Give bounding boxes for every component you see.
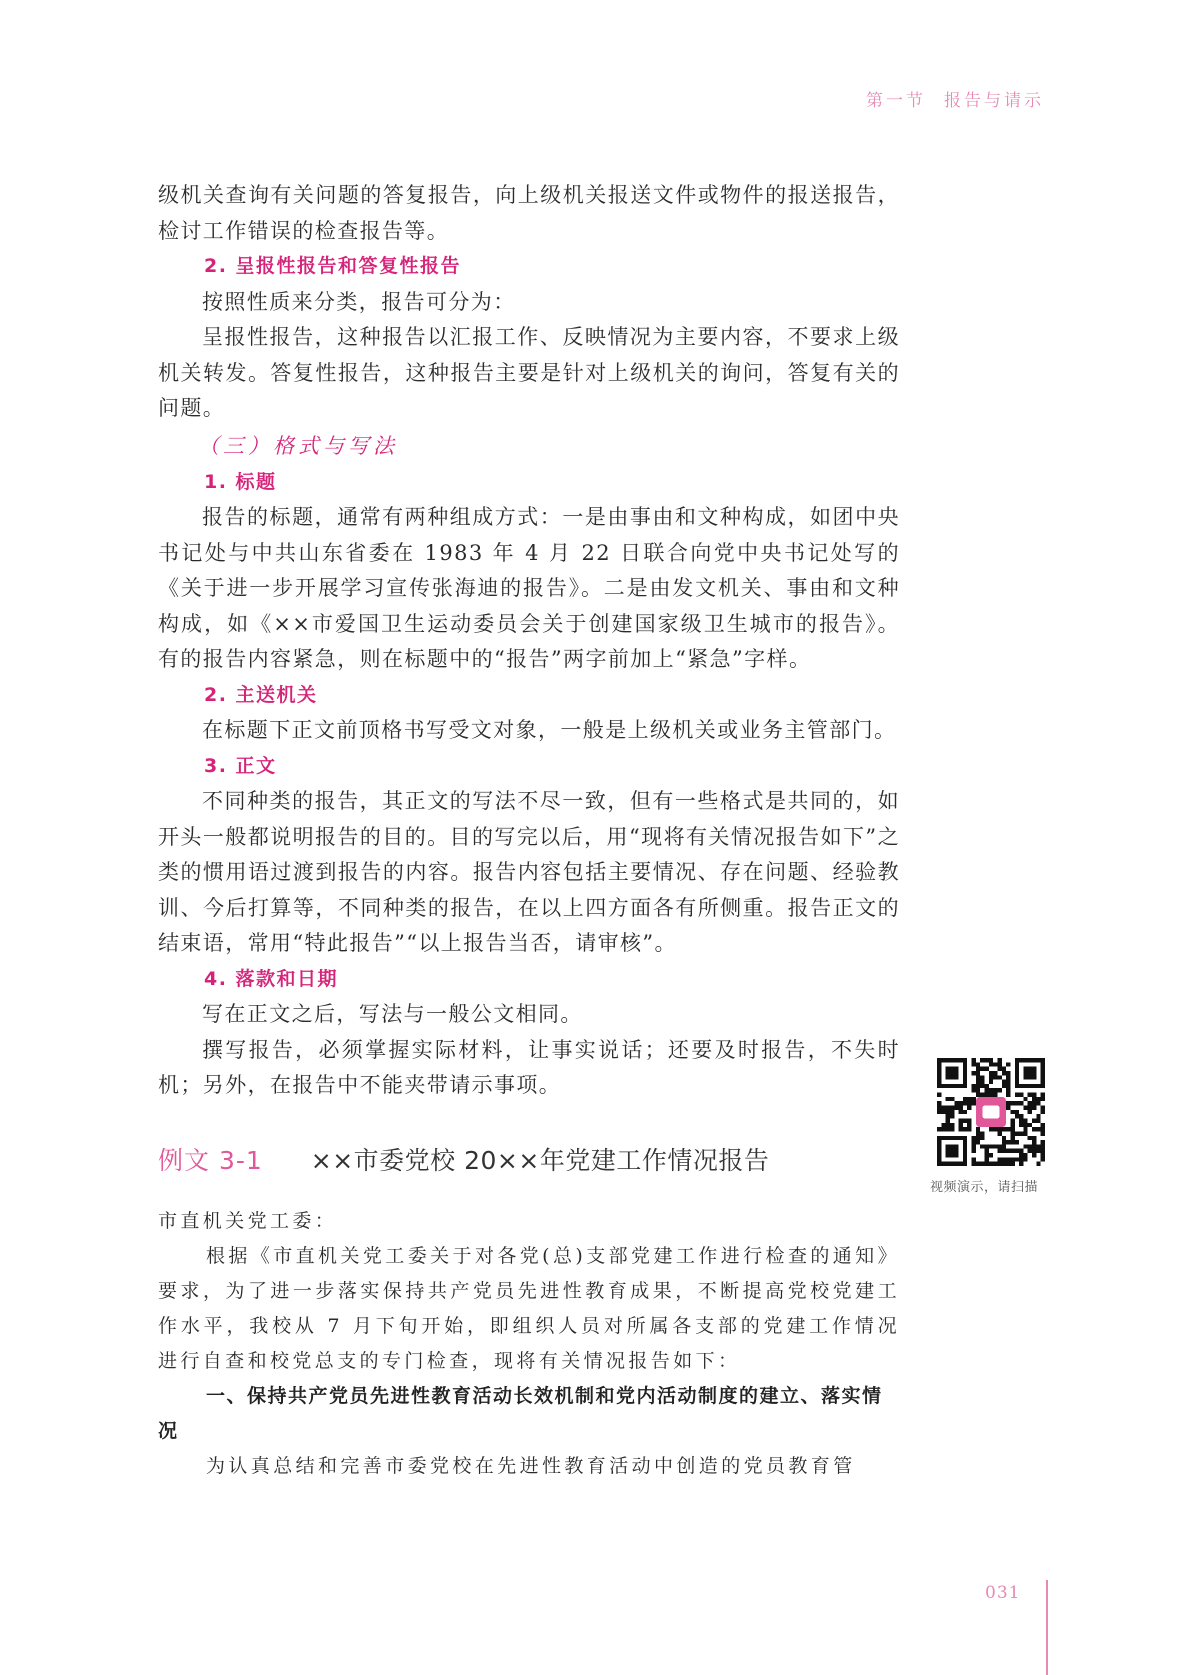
subheading: 1. 标题	[204, 470, 277, 493]
paragraph: 报告的标题，通常有两种组成方式：一是由事由和文种构成，如团中央书记处与中共山东省委在 1983 年 4 月 22 日联合向党中央书记处写的《关于进一步开展学习宣传张海迪的报告》。二是由发文机关、事由和文种构成，如《××市爱国卫生运动委员会关于创建国家级卫生城市的报告》。有的报告内容紧急，则在标题中的“报告”两字前加上“紧急”字样。	[158, 505, 900, 671]
paragraph: 写在正文之后，写法与一般公文相同。	[202, 1002, 583, 1026]
body-text	[158, 178, 900, 1104]
subheading: 2. 呈报性报告和答复性报告	[204, 255, 462, 277]
section-heading: （三）格式与写法	[198, 433, 398, 458]
paragraph: 按照性质来分类，报告可分为：	[202, 289, 516, 314]
paragraph: 级机关查询有关问题的答复报告，向上级机关报送文件或物件的报送报告，检讨工作错误的检查报告等。	[158, 183, 900, 243]
letter-heading: 一、保持共产党员先进性教育活动长效机制和党内活动制度的建立、落实情况	[158, 1384, 883, 1442]
page-edge-rule	[1046, 1580, 1048, 1675]
paragraph: 撰写报告，必须掌握实际材料，让事实说话；还要及时报告，不失时机；另外，在报告中不能夹带请示事项。	[158, 1037, 900, 1097]
running-header	[866, 86, 1044, 111]
subheading: 2. 主送机关	[204, 683, 318, 706]
letter-paragraph: 根据《市直机关党工委关于对各党(总)支部党建工作进行检查的通知》要求，为了进一步落实保持共产党员先进性教育成果，不断提高党校党建工作水平，我校从 7 月下旬开始，即组织人员对所属各支部的党建工作情况进行自查和校党总支的专门检查，现将有关情况报告如下：	[158, 1244, 900, 1372]
page-content	[158, 178, 900, 1484]
paragraph: 不同种类的报告，其正文的写法不尽一致，但有一些格式是共同的，如开头一般都说明报告的目的。目的写完以后，用“现将有关情况报告如下”之类的惯用语过渡到报告的内容。报告内容包括主要情况、存在问题、经验教训、今后打算等，不同种类的报告，在以上四方面各有所侧重。报告正文的结束语，常用“特此报告”“以上报告当否，请审核”。	[158, 789, 900, 955]
page-number: 031	[985, 1583, 1021, 1603]
example-heading	[158, 1128, 900, 1190]
letter-salutation: 市直机关党工委：	[158, 1209, 338, 1232]
paragraph: 在标题下正文前顶格书写受文对象，一般是上级机关或业务主管部门。	[202, 718, 897, 742]
running-header-section: 第一节	[866, 91, 926, 111]
letter-paragraph: 为认真总结和完善市委党校在先进性教育活动中创造的党员教育管	[206, 1454, 856, 1477]
example-label: 例文 3-1	[158, 1145, 263, 1175]
subheading: 4. 落款和日期	[204, 967, 339, 990]
example-letter	[158, 1204, 900, 1484]
running-header-title: 报告与请示	[944, 91, 1044, 111]
qr-code-icon[interactable]	[937, 1058, 1045, 1166]
qr-caption: 视频演示，请扫描	[930, 1180, 1039, 1195]
example-title: ××市委党校 20××年党建工作情况报告	[310, 1145, 770, 1175]
subheading: 3. 正文	[204, 754, 277, 777]
paragraph: 呈报性报告，这种报告以汇报工作、反映情况为主要内容，不要求上级机关转发。答复性报告，这种报告主要是针对上级机关的询问，答复有关的问题。	[158, 325, 900, 420]
